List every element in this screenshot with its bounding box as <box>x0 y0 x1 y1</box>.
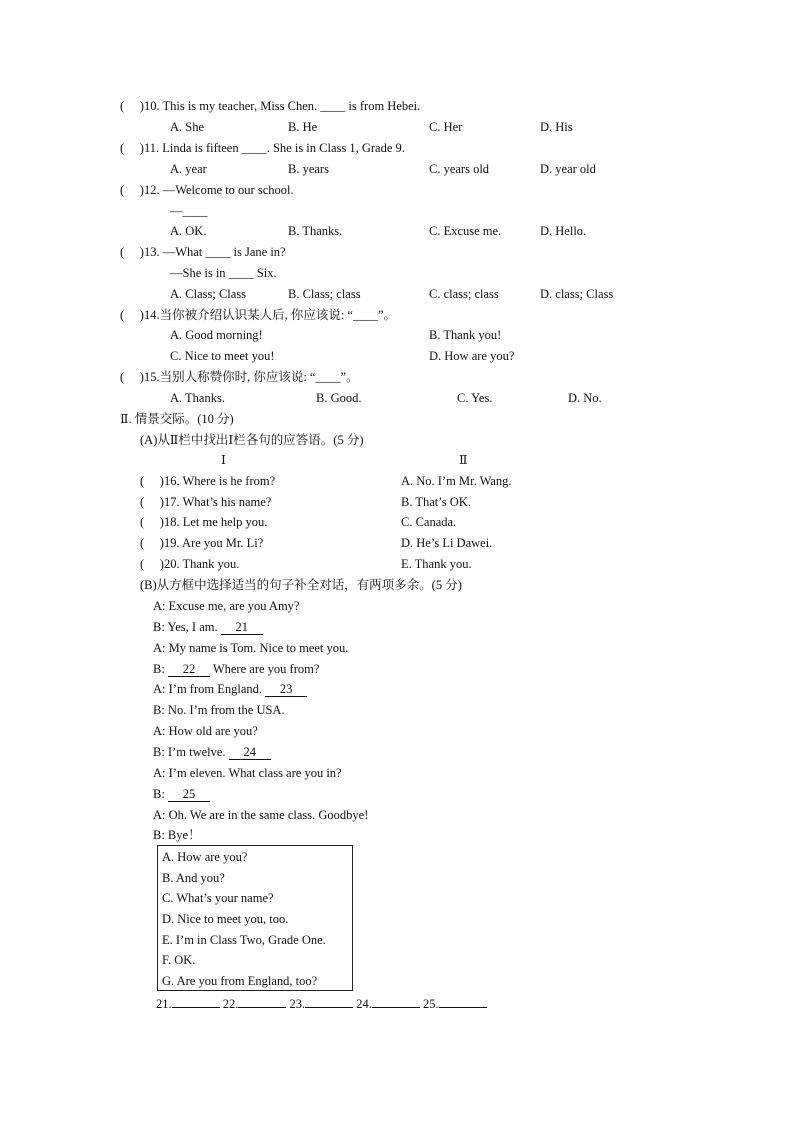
box-option: C. What’s your name? <box>162 891 274 905</box>
question-text: ( )12. —Welcome to our school. <box>120 183 294 197</box>
match-question: ( )17. What’s his name? <box>140 495 272 509</box>
dialogue-line: A: How old are you? <box>153 724 258 738</box>
answer-line[interactable] <box>439 1007 487 1008</box>
option-a: A. She <box>170 120 205 134</box>
question-text: ( )10. This is my teacher, Miss Chen. ____ is from Hebei. <box>120 99 421 113</box>
answer-line[interactable] <box>172 1007 220 1008</box>
column-header-2: Ⅱ <box>459 453 468 467</box>
option-c: C. Yes. <box>457 391 493 405</box>
dialogue-line: B: 22 Where are you from? <box>153 662 320 676</box>
section-title: Ⅱ. 情景交际。(10 分) <box>120 412 234 426</box>
option-d: D. No. <box>568 391 602 405</box>
option-a: A. Class; Class <box>170 287 247 301</box>
answer-line[interactable] <box>305 1007 353 1008</box>
option-a: A. Thanks. <box>170 391 225 405</box>
column-header-1: Ⅰ <box>221 453 226 467</box>
option-d: D. year old <box>540 162 596 176</box>
box-option: E. I’m in Class Two, Grade One. <box>162 933 326 947</box>
match-question: ( )16. Where is he from? <box>140 474 276 488</box>
option-c: C. Her <box>429 120 463 134</box>
option-b: B. He <box>288 120 318 134</box>
dialogue-line: B: Yes, I am. 21 <box>153 619 263 635</box>
dialogue-line: A: My name is Tom. Nice to meet you. <box>153 641 349 655</box>
question-reply: —____ <box>170 204 208 218</box>
answer-blank[interactable]: 21 <box>221 620 263 635</box>
match-answer: D. He’s Li Dawei. <box>401 536 493 550</box>
box-option: F. OK. <box>162 953 196 967</box>
answer-blank[interactable]: 23 <box>265 682 307 697</box>
answer-line[interactable] <box>238 1007 286 1008</box>
option-c: C. Excuse me. <box>429 224 502 238</box>
match-question: ( )20. Thank you. <box>140 557 240 571</box>
answer-blank[interactable]: 22 <box>168 662 210 677</box>
option-c: C. years old <box>429 162 490 176</box>
question-text: ( )15.当别人称赞你时, 你应该说: “____”。 <box>120 370 359 384</box>
dialogue-line: B: Bye！ <box>153 828 201 842</box>
option-c: C. Nice to meet you! <box>170 349 275 363</box>
question-text: ( )14.当你被介绍认识某人后, 你应该说: “____”。 <box>120 308 397 322</box>
match-answer: E. Thank you. <box>401 557 472 571</box>
match-answer: B. That’s OK. <box>401 495 471 509</box>
question-text: ( )11. Linda is fifteen ____. She is in Class 1, Grade 9. <box>120 141 405 155</box>
options-box <box>157 845 353 991</box>
option-b: B. years <box>288 162 329 176</box>
box-option: D. Nice to meet you, too. <box>162 912 289 926</box>
question-reply: —She is in ____ Six. <box>170 266 277 280</box>
option-d: D. His <box>540 120 573 134</box>
option-a: A. year <box>170 162 207 176</box>
dialogue-line: A: Excuse me, are you Amy? <box>153 599 300 613</box>
question-text: ( )13. —What ____ is Jane in? <box>120 245 286 259</box>
option-b: B. Thank you! <box>429 328 502 342</box>
answer-line[interactable] <box>372 1007 420 1008</box>
option-c: C. class; class <box>429 287 499 301</box>
option-d: D. Hello. <box>540 224 587 238</box>
dialogue-line: B: No. I’m from the USA. <box>153 703 285 717</box>
match-answer: C. Canada. <box>401 515 457 529</box>
dialogue-line: A: I’m from England. 23 <box>153 681 307 697</box>
option-b: B. Class; class <box>288 287 361 301</box>
option-a: A. Good morning! <box>170 328 263 342</box>
box-option: A. How are you? <box>162 850 248 864</box>
match-answer: A. No. I’m Mr. Wang. <box>401 474 512 488</box>
dialogue-line: A: Oh. We are in the same class. Goodbye! <box>153 808 369 822</box>
part-b-instruction: (B)从方框中选择适当的句子补全对话，有两项多余。(5 分) <box>140 578 462 592</box>
dialogue-line: B: 25 <box>153 786 210 802</box>
match-question: ( )19. Are you Mr. Li? <box>140 536 264 550</box>
answer-blank[interactable]: 25 <box>168 787 210 802</box>
option-b: B. Thanks. <box>288 224 343 238</box>
option-a: A. OK. <box>170 224 207 238</box>
dialogue-line: A: I’m eleven. What class are you in? <box>153 766 342 780</box>
part-a-instruction: (A)从Ⅱ栏中找出Ⅰ栏各句的应答语。(5 分) <box>140 433 364 447</box>
box-option: G. Are you from England, too? <box>162 974 318 988</box>
answer-row: 21. 22. 23. 24. 25. <box>156 996 487 1012</box>
match-question: ( )18. Let me help you. <box>140 515 268 529</box>
option-d: D. class; Class <box>540 287 614 301</box>
option-d: D. How are you? <box>429 349 515 363</box>
box-option: B. And you? <box>162 871 225 885</box>
dialogue-line: B: I’m twelve. 24 <box>153 744 271 760</box>
option-b: B. Good. <box>316 391 362 405</box>
answer-blank[interactable]: 24 <box>229 745 271 760</box>
